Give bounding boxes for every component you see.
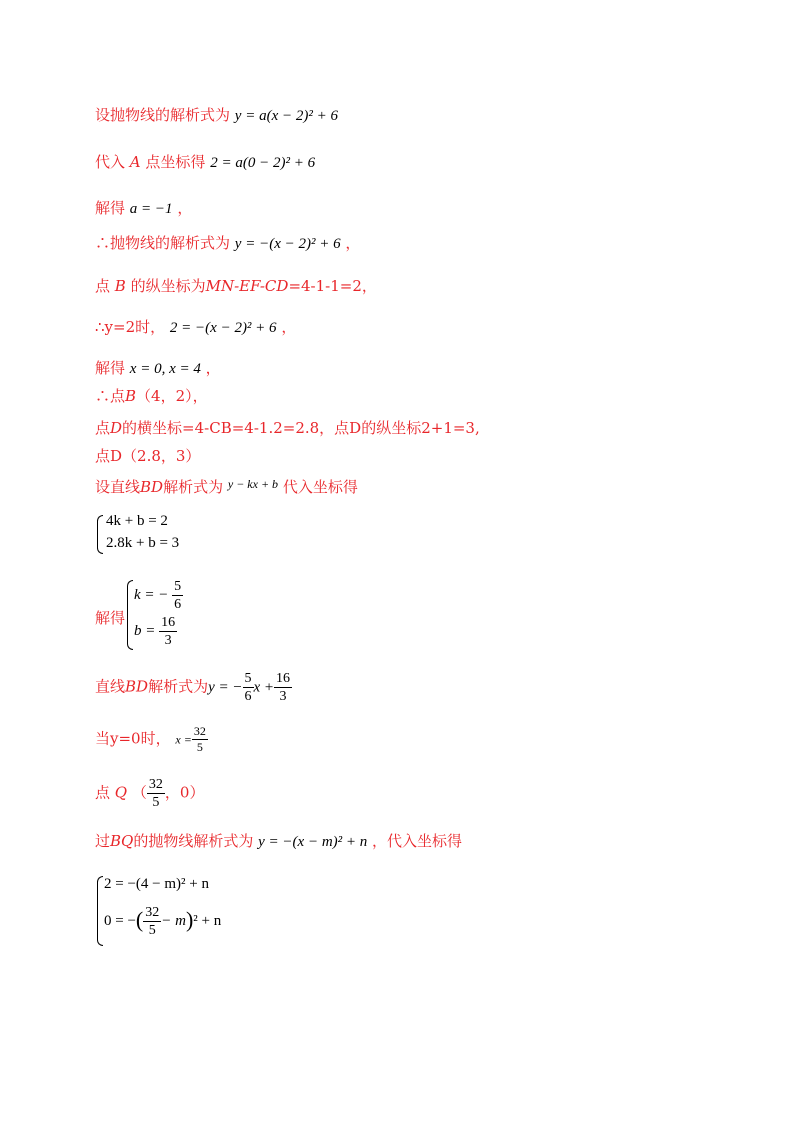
denominator: 6 bbox=[244, 689, 252, 704]
expr: MN-EF-CD bbox=[205, 277, 289, 295]
system1-eq1: 4k + b = 2 bbox=[106, 513, 168, 529]
text: ∴y=2时， bbox=[95, 318, 166, 336]
line-d-coords bbox=[95, 418, 480, 438]
fraction bbox=[192, 724, 208, 755]
fraction bbox=[243, 670, 254, 705]
text: 点 bbox=[95, 277, 111, 295]
text: 设直线 bbox=[95, 478, 141, 496]
brace bbox=[97, 876, 103, 946]
fraction bbox=[159, 614, 177, 649]
var: BD bbox=[140, 478, 164, 496]
text: 过 bbox=[95, 832, 111, 850]
text: 解得 bbox=[95, 609, 126, 627]
var: BQ bbox=[110, 832, 134, 850]
text: 解得 bbox=[95, 199, 126, 217]
line-solve-kb bbox=[95, 608, 125, 628]
numerator: 16 bbox=[161, 615, 176, 630]
solution-b bbox=[134, 614, 177, 649]
line-point-d bbox=[95, 446, 200, 466]
text: 代入坐标得 bbox=[282, 478, 358, 496]
line-bd-result bbox=[95, 670, 292, 705]
text: ∴点 bbox=[95, 387, 126, 405]
system2-eq2 bbox=[104, 904, 221, 939]
line-y-equals-2 bbox=[95, 317, 296, 338]
formula: 2 = a(0 − 2)² + 6 bbox=[210, 155, 316, 171]
line-solve-x bbox=[95, 358, 221, 379]
text: （ bbox=[131, 783, 147, 802]
formula: y − kx + b bbox=[227, 477, 279, 491]
numerator: 32 bbox=[193, 724, 206, 738]
text: ， bbox=[281, 318, 297, 336]
line-bq-form bbox=[95, 831, 462, 852]
text: 解得 bbox=[95, 359, 126, 377]
lhs: k = − bbox=[134, 586, 169, 603]
solution-k bbox=[134, 578, 183, 613]
denominator: 5 bbox=[196, 740, 203, 754]
line-substitute-a bbox=[95, 152, 315, 173]
denominator: 5 bbox=[152, 795, 160, 810]
formula: y = −(x − 2)² + 6 bbox=[234, 236, 341, 252]
minus-m: − m bbox=[161, 912, 186, 929]
text: 的抛物线解析式为 bbox=[133, 832, 254, 850]
text: ∴抛物线的解析式为 bbox=[95, 234, 231, 252]
text: 的横坐标=4-CB=4-1.2=2.8，点D的纵坐标2+1=3, bbox=[122, 419, 480, 437]
text: 点D（2.8，3） bbox=[95, 447, 201, 465]
text: ， bbox=[205, 359, 221, 377]
var: D bbox=[110, 419, 123, 437]
text: 解析式为 bbox=[163, 478, 224, 496]
lhs: 0 = − bbox=[104, 912, 136, 929]
paren: ) bbox=[185, 906, 194, 932]
var: B bbox=[114, 277, 126, 295]
line-parabola-result bbox=[95, 233, 360, 254]
line-point-q bbox=[95, 776, 204, 811]
line-y-equals-0 bbox=[95, 724, 208, 755]
text: ， bbox=[177, 199, 193, 217]
fraction bbox=[172, 578, 183, 613]
denominator: 3 bbox=[164, 633, 172, 648]
line-b-ycoord bbox=[95, 276, 377, 296]
line-point-b bbox=[95, 386, 208, 406]
numerator: 5 bbox=[174, 579, 182, 594]
paren: ( bbox=[135, 906, 144, 932]
formula: a = −1 bbox=[129, 201, 173, 217]
brace bbox=[127, 580, 133, 650]
text: 代入 bbox=[95, 153, 126, 171]
brace bbox=[97, 515, 103, 554]
text: 设抛物线的解析式为 bbox=[95, 106, 231, 124]
text: ，0） bbox=[164, 783, 205, 802]
var: A bbox=[129, 153, 141, 171]
text: 点坐标得 bbox=[145, 153, 206, 171]
formula: y = −(x − m)² + n bbox=[258, 834, 368, 850]
fraction bbox=[147, 776, 165, 811]
lhs: b = bbox=[134, 622, 156, 639]
fraction bbox=[274, 670, 292, 705]
text: ， bbox=[345, 234, 361, 252]
var: BD bbox=[125, 677, 149, 696]
denominator: 6 bbox=[174, 597, 182, 612]
system2-eq1: 2 = −(4 − m)² + n bbox=[104, 876, 209, 892]
numerator: 16 bbox=[276, 671, 291, 686]
fraction bbox=[143, 904, 161, 939]
text: 直线 bbox=[95, 677, 126, 696]
text: 解析式为 bbox=[148, 677, 209, 696]
lhs: y = − bbox=[208, 679, 243, 696]
numerator: 32 bbox=[148, 777, 163, 792]
formula: y = a(x − 2)² + 6 bbox=[234, 108, 338, 124]
text: （4，2）， bbox=[136, 387, 208, 405]
text: ，代入坐标得 bbox=[372, 832, 463, 850]
line-bd-form bbox=[95, 477, 358, 498]
lhs: x = bbox=[175, 732, 192, 747]
text: 当y=0时， bbox=[95, 729, 171, 748]
numerator: 5 bbox=[244, 671, 252, 686]
var: B bbox=[125, 387, 137, 405]
text: 点 bbox=[95, 783, 111, 802]
tail: ² + n bbox=[193, 912, 222, 929]
line-parabola-form bbox=[95, 105, 338, 126]
formula: 2 = −(x − 2)² + 6 bbox=[169, 320, 277, 336]
system1-eq2: 2.8k + b = 3 bbox=[106, 535, 180, 551]
text: 点 bbox=[95, 419, 111, 437]
denominator: 5 bbox=[148, 923, 156, 938]
mid: x + bbox=[253, 679, 275, 696]
denominator: 3 bbox=[279, 689, 287, 704]
var: Q bbox=[114, 783, 128, 802]
line-solve-a bbox=[95, 198, 192, 219]
formula: x = 0, x = 4 bbox=[129, 361, 201, 377]
text: =4-1-1=2， bbox=[288, 277, 377, 295]
text: 的纵坐标为 bbox=[130, 277, 206, 295]
numerator: 32 bbox=[145, 905, 160, 920]
